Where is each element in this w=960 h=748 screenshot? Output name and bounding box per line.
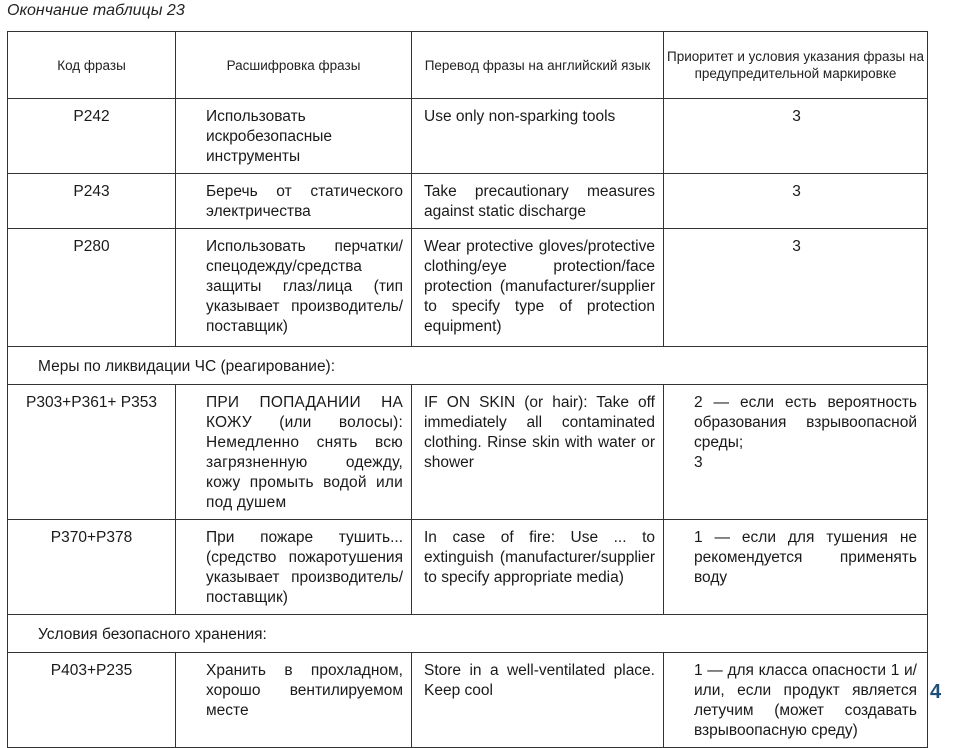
header-decoding: Расшифровка фразы bbox=[176, 32, 412, 99]
table-row bbox=[8, 174, 928, 229]
cell-en: Store in a well-ventilated place. Keep cool bbox=[412, 653, 664, 748]
header-code: Код фразы bbox=[8, 32, 176, 99]
cell-ru: Хранить в прохладном, хорошо вентилируемом месте bbox=[176, 653, 412, 748]
cell-code: P370+P378 bbox=[8, 520, 176, 615]
cell-en: Take precautionary measures against static discharge bbox=[412, 174, 664, 229]
cell-code: P243 bbox=[8, 174, 176, 229]
table-row bbox=[8, 520, 928, 615]
cell-ru: При пожаре тушить... (средство пожаротушения указывает производитель/поставщик) bbox=[176, 520, 412, 615]
cell-priority: 3 bbox=[664, 229, 928, 347]
page-marker: 4 bbox=[930, 681, 942, 703]
priority-line: 3 bbox=[694, 454, 703, 471]
header-priority: Приоритет и условия указания фразы на предупредительной маркировке bbox=[664, 32, 928, 99]
cell-code: P303+P361+ P353 bbox=[8, 385, 176, 520]
hazard-phrases-table bbox=[7, 31, 928, 748]
cell-ru: Использовать искробезопасные инструменты bbox=[176, 99, 412, 174]
cell-en: In case of fire: Use ... to extinguish (manufacturer/supplier to specify appropriate media) bbox=[412, 520, 664, 615]
section-row bbox=[8, 347, 928, 385]
table-row bbox=[8, 99, 928, 174]
cell-ru: ПРИ ПОПАДАНИИ НА КОЖУ (или волосы): Немедленно снять всю загрязненную одежду, кожу промыть водой или под душем bbox=[176, 385, 412, 520]
cell-code: P403+P235 bbox=[8, 653, 176, 748]
cell-en: IF ON SKIN (or hair): Take off immediately all contaminated clothing. Rinse skin with water or shower bbox=[412, 385, 664, 520]
table-row bbox=[8, 385, 928, 520]
cell-priority: 3 bbox=[664, 174, 928, 229]
priority-line: 2 — если есть вероятность образования взрывоопасной среды; bbox=[694, 394, 917, 451]
cell-ru: Беречь от статического электричества bbox=[176, 174, 412, 229]
cell-en: Use only non-sparking tools bbox=[412, 99, 664, 174]
cell-priority: 1 — если для тушения не рекомендуется применять воду bbox=[664, 520, 928, 615]
header-translation: Перевод фразы на английский язык bbox=[412, 32, 664, 99]
cell-priority: 3 bbox=[664, 99, 928, 174]
cell-priority bbox=[664, 385, 928, 520]
section-row bbox=[8, 615, 928, 653]
table-row bbox=[8, 229, 928, 347]
table-header-row bbox=[8, 32, 928, 99]
table-caption: Окончание таблицы 23 bbox=[7, 2, 185, 19]
table-row bbox=[8, 653, 928, 748]
cell-en: Wear protective gloves/protective clothing/eye protection/face protection (manufacturer/supplier to specify type of protection equipment) bbox=[412, 229, 664, 347]
section-storage: Условия безопасного хранения: bbox=[8, 615, 928, 653]
cell-ru: Использовать перчатки/спецодежду/средства защиты глаз/лица (тип указывает производитель/поставщик) bbox=[176, 229, 412, 347]
cell-priority: 1 — для класса опасности 1 и/или, если продукт является летучим (может создавать взрывоопасную среду) bbox=[664, 653, 928, 748]
section-response: Меры по ликвидации ЧС (реагирование): bbox=[8, 347, 928, 385]
cell-code: P242 bbox=[8, 99, 176, 174]
cell-code: P280 bbox=[8, 229, 176, 347]
